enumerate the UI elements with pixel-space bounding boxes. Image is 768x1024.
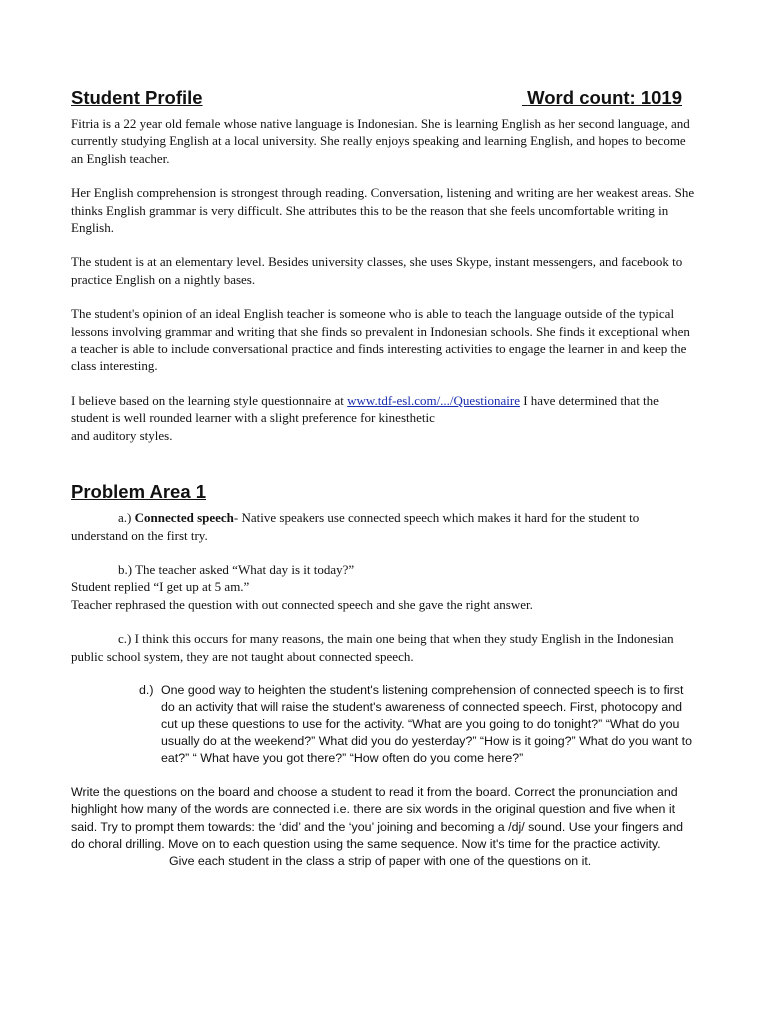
profile-heading	[71, 86, 696, 110]
item-d-text: One good way to heighten the student's listening comprehension of connected speech is to first do an activity that will raise the student's awareness of connected speech. First, photocopy and cut up these questions to use for the activity. “What are you going to do tonight?” “What do you usually do at the weekend?” What did you do yesterday?” “How is it going?” What do you want to eat?” “ What have you got there?” “How often do you come here?”	[161, 682, 693, 765]
item-b-line2: Student replied “I get up at 5 am.”	[71, 579, 250, 595]
paragraph-instructions: Write the questions on the board and choose a student to read it from the board. Correct the pronunciation and highlight how many of the words are connected i.e. there are six words in the original question and five when it said. Try to prompt them towards: the ‘did’ and the ‘you’ joining and becoming a /dj/ sound. Use your fingers and do choral drilling. Move on to each question using the same sequence. Now it's time for the practice activity.	[71, 784, 684, 851]
document-body	[71, 86, 696, 870]
item-d	[71, 682, 696, 767]
item-c: c.) I think this occurs for many reasons, the main one being that when they study English in the Indonesian public school system, they are not taught about connected speech.	[71, 631, 674, 664]
learning-style-text-3: and auditory styles.	[71, 427, 173, 443]
item-b-line1: b.) The teacher asked “What day is it today?”	[118, 561, 355, 577]
item-d-marker: d.)	[139, 682, 154, 697]
item-b-line3: Teacher rephrased the question with out connected speech and she gave the right answer.	[71, 596, 533, 612]
learning-style-text-2: I have determined that the student is well rounded learner with a slight preference for kinesthetic	[71, 392, 659, 426]
item-a-prefix: a.)	[118, 510, 135, 526]
paragraph-comprehension: Her English comprehension is strongest through reading. Conversation, listening and writing are her weakest areas. She thinks English grammar is very difficult. She attributes this to be the reason that she feels uncomfortable writing in English.	[71, 185, 695, 236]
item-a-text: - Native speakers use connected speech which makes it hard for the student to understand on the first try.	[71, 510, 640, 543]
learning-style-text: I believe based on the learning style questionnaire at	[71, 392, 348, 408]
problem-area-title: Problem Area 1	[71, 481, 207, 503]
profile-title: Student Profile	[71, 87, 203, 108]
paragraph-learning-style	[71, 392, 696, 444]
paragraph-ideal-teacher: The student's opinion of an ideal English teacher is someone who is able to teach the language outside of the typical lessons involving grammar and writing that she finds so prevalent in Indonesian schools. She finds it exceptional when a teacher is able to include conversational practice and finds interesting activities to engage the learner in and keep the class interesting.	[71, 306, 690, 374]
item-a-term: Connected speech	[134, 510, 234, 526]
paragraph-last-line: Give each student in the class a strip of paper with one of the questions on it.	[169, 854, 592, 869]
word-count: Word count: 1019	[527, 87, 682, 108]
item-a	[71, 509, 696, 544]
paragraph-intro: Fitria is a 22 year old female whose native language is Indonesian. She is learning English as her second language, and currently studying English at a local university. She really enjoys speaking and learning English, and hopes to become an English teacher.	[71, 116, 690, 166]
paragraph-level: The student is at an elementary level. Besides university classes, she uses Skype, instant messengers, and facebook to practice English on a nightly bases.	[71, 254, 683, 287]
questionnaire-link[interactable]: www.tdf-esl.com/.../Questionaire	[347, 392, 520, 408]
problem-area-heading	[71, 480, 696, 504]
